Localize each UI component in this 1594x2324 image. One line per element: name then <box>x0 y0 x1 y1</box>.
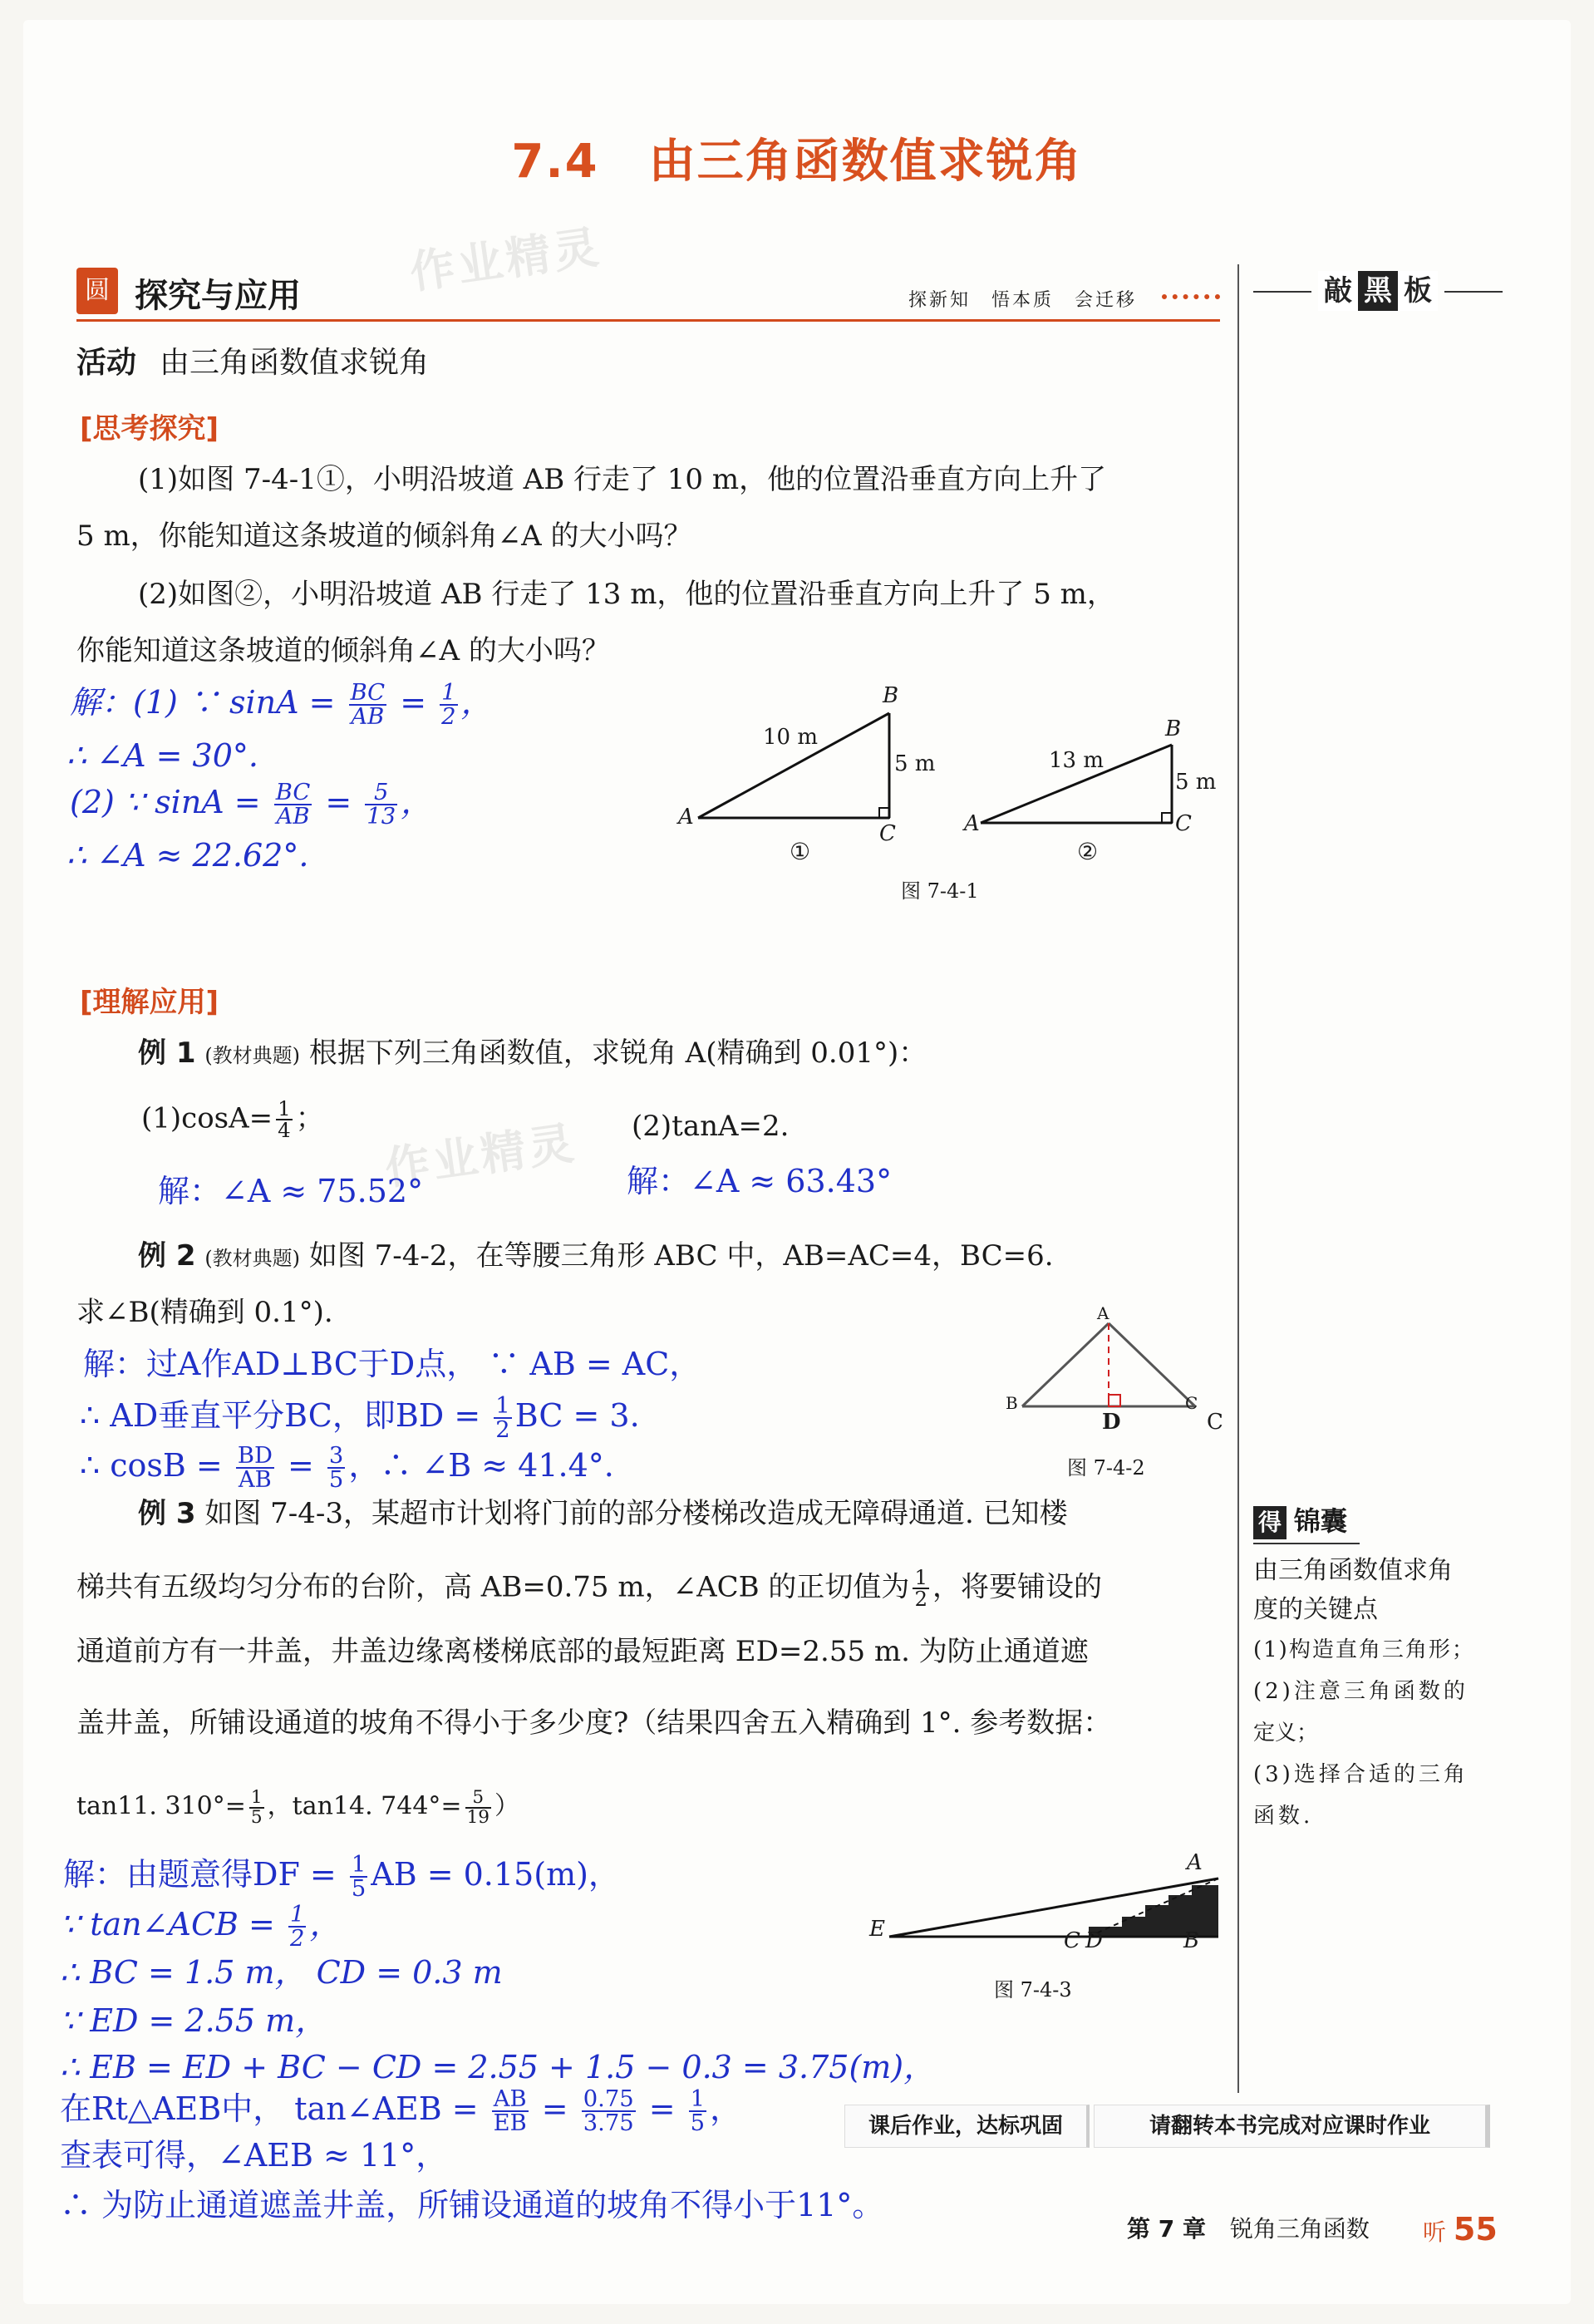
think-tag: [思考探究] <box>80 412 219 446</box>
example-2-solution-3: ∴ cosB = $\frac{BD}{AB}$ = $\frac{3}{5}$ ，∴ ∠B ≈ 41.4°. <box>80 1443 614 1494</box>
fig742-label-b: B <box>1006 1393 1018 1413</box>
figure-7-4-3 <box>881 1867 1230 1950</box>
fig742-label-a: A <box>1097 1303 1109 1323</box>
divider <box>1444 291 1503 293</box>
sidebar-tip <box>1253 1504 1503 1837</box>
fig1-label-num: ① <box>790 838 811 865</box>
section-motto: 探新知 悟本质 会迁移 <box>908 290 1137 311</box>
fig2-label-c: C <box>1175 811 1192 836</box>
column-divider <box>1237 264 1239 2093</box>
footer-chapter: 第 7 章 锐角三角函数 <box>1127 2215 1370 2243</box>
example-3-line-1: 例 3 如图 7-4-3，某超市计划将门前的部分楼梯改造成无障碍通道. 已知楼 <box>138 1497 1068 1530</box>
fig742-label-c: C <box>1207 1410 1223 1435</box>
fig2-label-num: ② <box>1077 838 1099 865</box>
tip-line: (3)选择合适的三角 <box>1253 1762 1469 1787</box>
section-icon: 圆 <box>76 268 118 314</box>
example-3-line-5: tan11. 310°= $\frac{1}{5}$ ，tan14. 744°= $\frac{5}{19}$ ） <box>76 1787 520 1828</box>
example-3-line-3: 通道前方有一井盖，井盖边缘离楼梯底部的最短距离 ED=2.55 m. 为防止通道遮 <box>76 1635 1089 1668</box>
question-2-line-1: (2)如图②，小明沿坡道 AB 行走了 13 m，他的位置沿垂直方向上升了 5 m， <box>138 578 1115 611</box>
homework-tab: 课后作业，达标巩固 <box>844 2105 1090 2148</box>
example-3-solution-5: ∴ EB = ED + BC − CD = 2.55 + 1.5 − 0.3 = 3.75(m)， <box>60 2049 936 2085</box>
figure-caption: 图 7-4-1 <box>901 879 979 903</box>
fig1-label-hyp: 10 m <box>763 725 819 750</box>
example-3-solution-2: ∵ tan∠ACB = $\frac{1}{2}$ ， <box>60 1902 342 1952</box>
fig743-label-a: A <box>1187 1850 1203 1875</box>
fig1-label-c: C <box>879 821 896 846</box>
example-3-solution-8: ∴ 为防止通道遮盖井盖，所铺设通道的坡角不得小于11°。 <box>60 2187 884 2223</box>
sidebar-title <box>1253 266 1494 316</box>
example-3-solution-7: 查表可得，∠AEB ≈ 11°， <box>60 2137 448 2174</box>
fig2-label-hyp: 13 m <box>1049 748 1104 773</box>
fig2-label-b: B <box>1165 716 1182 741</box>
fig743-label-b: B <box>1183 1928 1200 1953</box>
example-3-solution-1: 解：由题意得DF = $\frac{1}{5}$ AB = 0.15(m)， <box>63 1852 620 1903</box>
tip-icon: 得 <box>1253 1506 1287 1539</box>
solution-1-line-3: (2) ∵ sinA = $\frac{BC}{AB}$ = $\frac{5}{13}$ ， <box>70 780 433 830</box>
page-title: 7.4 由三角函数值求锐角 <box>511 135 1083 189</box>
figure-caption: 图 7-4-3 <box>994 1978 1072 2001</box>
example-3-solution-4: ∵ ED = 2.55 m， <box>60 2002 327 2039</box>
fig743-label-e: E <box>869 1917 885 1942</box>
example-1-part-2: (2)tanA=2. <box>632 1110 790 1143</box>
divider <box>1253 291 1311 293</box>
fig2-label-a: A <box>964 811 980 836</box>
fig742-label-c-small: C <box>1185 1393 1198 1413</box>
apply-tag: [理解应用] <box>80 986 219 1019</box>
fig1-label-leg: 5 m <box>894 751 936 776</box>
tip-title: 锦囊 <box>1293 1505 1347 1537</box>
homework-note: 请翻转本书完成对应课时作业 <box>1094 2105 1490 2148</box>
sidebar-title-char: 敲 <box>1318 271 1358 311</box>
example-3-solution-6: 在Rt△AEB中， tan∠AEB = $\frac{AB}{EB}$ = $\frac{0.75}{3.75}$ = $\frac{1}{5}$ ， <box>60 2086 742 2137</box>
question-1-line-1: (1)如图 7-4-1①，小明沿坡道 AB 行走了 10 m，他的位置沿垂直方向上升了 <box>138 463 1107 496</box>
right-angle-mark <box>1162 813 1172 823</box>
solution-1-line-4: ∴ ∠A ≈ 22.62°. <box>66 837 309 874</box>
fig743-label-c: C <box>1064 1928 1080 1953</box>
right-angle-mark <box>879 808 889 818</box>
example-3-solution-3: ∴ BC = 1.5 m， CD = 0.3 m <box>60 1954 503 1991</box>
example-1: 例 1 (教材典题) 根据下列三角函数值，求锐角 A(精确到 0.01°)： <box>138 1036 927 1070</box>
tip-line: 函数. <box>1253 1804 1314 1829</box>
fig1-label-b: B <box>883 683 899 708</box>
example-2-solution-1: 解：过A作AD⊥BC于D点， ∵ AB = AC， <box>83 1346 701 1382</box>
tip-line: 由三角函数值求角 <box>1253 1556 1453 1585</box>
example-1-part-1: (1)cosA= $\frac{1}{4}$ ； <box>141 1096 324 1143</box>
figure-caption: 图 7-4-2 <box>1067 1456 1145 1480</box>
example-2: 例 2 (教材典题) 如图 7-4-2，在等腰三角形 ABC 中，AB=AC=4，BC=6. <box>138 1239 1054 1273</box>
section-title: 探究与应用 <box>135 277 301 315</box>
tip-line: 定义； <box>1253 1721 1319 1745</box>
fig2-label-leg: 5 m <box>1175 770 1217 795</box>
question-2-line-2: 你能知道这条坡道的倾斜角∠A 的大小吗？ <box>76 634 610 667</box>
sidebar-title-char: 黑 <box>1358 271 1398 311</box>
side-ac <box>1109 1323 1195 1406</box>
fig742-label-d: D <box>1102 1410 1121 1435</box>
tip-line: (2)注意三角函数的 <box>1253 1679 1469 1704</box>
section-header <box>76 264 1220 319</box>
section-dots <box>1162 294 1220 299</box>
example-1-answer-2: 解：∠A ≈ 63.43° <box>627 1163 893 1199</box>
footer-page: 听 55 <box>1423 2211 1498 2248</box>
right-angle-mark <box>1109 1395 1120 1406</box>
solution-1-line-1: 解：(1) ∵ sinA = $\frac{BC}{AB}$ = $\frac{1}{2}$ ， <box>70 680 493 731</box>
example-2-line-2: 求∠B(精确到 0.1°). <box>76 1296 333 1329</box>
example-1-answer-1: 解：∠A ≈ 75.52° <box>158 1173 424 1209</box>
side-ab <box>1022 1323 1109 1406</box>
fig743-label-d: D <box>1085 1928 1103 1953</box>
example-2-solution-2: ∴ AD垂直平分BC，即BD = $\frac{1}{2}$ BC = 3. <box>80 1393 640 1444</box>
figure-7-4-1 <box>673 682 1238 898</box>
watermark: 作业精灵 <box>381 1116 580 1195</box>
section-underline <box>76 319 1220 322</box>
activity-heading: 活动 由三角函数值求锐角 <box>76 346 430 380</box>
sidebar-title-char: 板 <box>1398 271 1438 311</box>
fig1-label-a: A <box>678 805 694 830</box>
tip-header <box>1253 1504 1360 1544</box>
tip-line: 度的关键点 <box>1253 1595 1378 1624</box>
solution-1-line-2: ∴ ∠A = 30°. <box>66 737 258 774</box>
watermark: 作业精灵 <box>406 220 605 299</box>
example-3-line-2: 梯共有五级均匀分布的台阶，高 AB=0.75 m，∠ACB 的正切值为 $\frac{1}{2}$ ，将要铺设的 <box>76 1565 1103 1612</box>
tip-line: (1)构造直角三角形； <box>1253 1637 1475 1662</box>
example-3-line-4: 盖井盖，所铺设通道的坡角不得小于多少度?（结果四舍五入精确到 1°. 参考数据： <box>76 1706 1112 1740</box>
question-1-line-2: 5 m，你能知道这条坡道的倾斜角∠A 的大小吗？ <box>76 519 692 553</box>
